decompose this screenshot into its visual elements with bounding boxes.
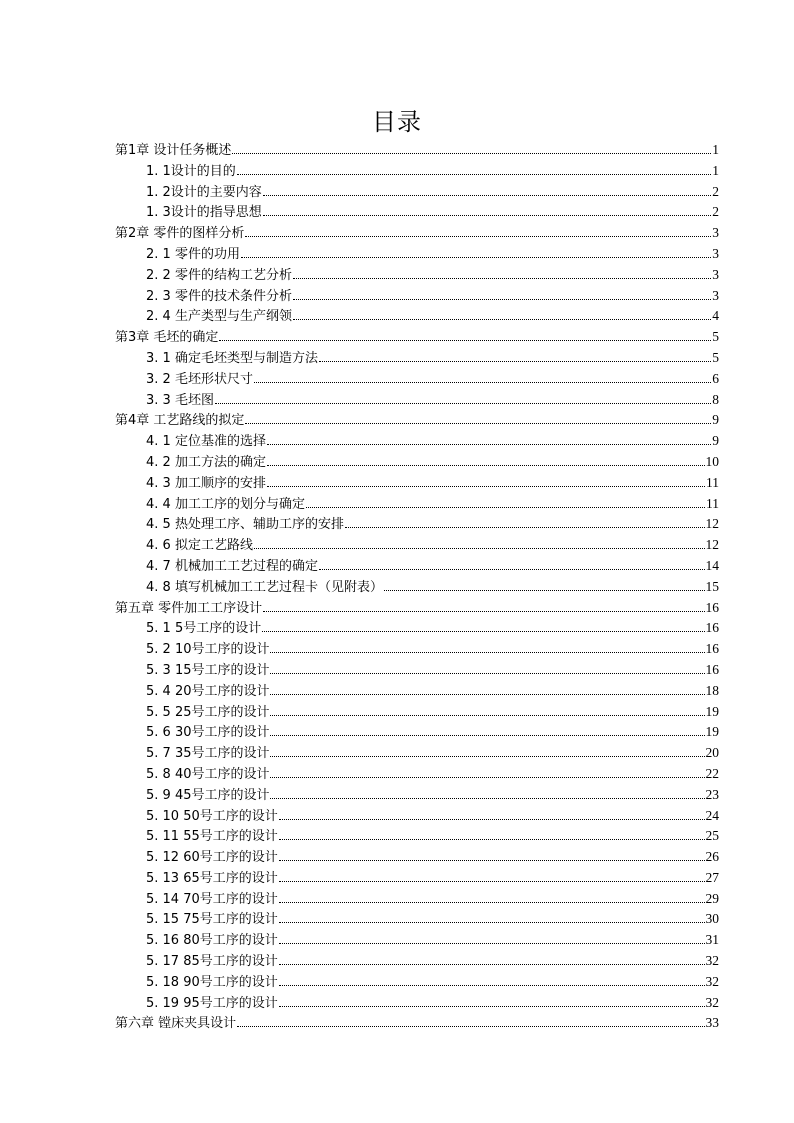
toc-entry-label: 4. 4 加工工序的划分与确定 (146, 496, 305, 512)
toc-chapter-entry[interactable] (115, 327, 719, 348)
toc-section-entry[interactable] (115, 660, 719, 681)
leader-dots (263, 214, 711, 216)
leader-dots (237, 1025, 704, 1027)
leader-dots (279, 921, 705, 923)
toc-page-number: 25 (705, 828, 719, 844)
toc-page-number: 11 (706, 474, 719, 490)
toc-section-entry[interactable] (115, 847, 719, 868)
toc-entry-label: 5. 3 15号工序的设计 (146, 662, 270, 678)
toc-chapter-entry[interactable] (115, 598, 719, 619)
toc-section-entry[interactable] (115, 618, 719, 639)
leader-dots (270, 651, 704, 653)
toc-entry-label: 1. 2设计的主要内容 (146, 184, 262, 200)
leader-dots (263, 610, 704, 612)
toc-page-number: 2 (712, 204, 719, 220)
toc-section-entry[interactable] (115, 722, 719, 743)
table-of-contents (115, 140, 719, 1034)
leader-dots (293, 318, 711, 320)
toc-section-entry[interactable] (115, 764, 719, 785)
leader-dots (245, 422, 711, 424)
toc-section-entry[interactable] (115, 702, 719, 723)
toc-page-number: 3 (712, 245, 719, 261)
leader-dots (279, 859, 705, 861)
leader-dots (306, 506, 705, 508)
leader-dots (270, 734, 704, 736)
leader-dots (345, 526, 705, 528)
toc-entry-label: 第4章 工艺路线的拟定 (115, 413, 245, 429)
toc-section-entry[interactable] (115, 826, 719, 847)
toc-section-entry[interactable] (115, 286, 719, 307)
toc-section-entry[interactable] (115, 785, 719, 806)
leader-dots (279, 838, 705, 840)
toc-section-entry[interactable] (115, 473, 719, 494)
toc-entry-label: 5. 14 70号工序的设计 (146, 891, 278, 907)
leader-dots (279, 818, 705, 820)
toc-section-entry[interactable] (115, 577, 719, 598)
toc-entry-label: 5. 16 80号工序的设计 (146, 933, 278, 949)
leader-dots (232, 152, 711, 154)
toc-section-entry[interactable] (115, 556, 719, 577)
toc-page-number: 32 (705, 953, 719, 969)
toc-entry-label: 4. 3 加工顺序的安排 (146, 475, 266, 491)
toc-entry-label: 2. 1 零件的功用 (146, 246, 240, 262)
leader-dots (267, 443, 711, 445)
toc-section-entry[interactable] (115, 806, 719, 827)
leader-dots (219, 339, 711, 341)
leader-dots (279, 1005, 705, 1007)
toc-section-entry[interactable] (115, 535, 719, 556)
toc-page-number: 27 (705, 869, 719, 885)
leader-dots (279, 984, 705, 986)
toc-entry-label: 5. 6 30号工序的设计 (146, 725, 270, 741)
toc-section-entry[interactable] (115, 202, 719, 223)
toc-entry-label: 4. 7 机械加工工艺过程的确定 (146, 558, 318, 574)
toc-entry-label: 4. 1 定位基准的选择 (146, 434, 266, 450)
leader-dots (270, 776, 704, 778)
toc-page-number: 6 (712, 370, 719, 386)
toc-page-number: 10 (705, 453, 719, 469)
leader-dots (270, 714, 704, 716)
toc-page-number: 9 (712, 412, 719, 428)
toc-page-number: 24 (705, 807, 719, 823)
leader-dots (245, 235, 711, 237)
toc-section-entry[interactable] (115, 494, 719, 515)
toc-page-number: 1 (712, 162, 719, 178)
toc-entry-label: 5. 13 65号工序的设计 (146, 870, 278, 886)
toc-entry-label: 4. 8 填写机械加工工艺过程卡（见附表） (146, 579, 383, 595)
toc-section-entry[interactable] (115, 182, 719, 203)
toc-page-number: 29 (705, 890, 719, 906)
toc-entry-label: 3. 2 毛坯形状尺寸 (146, 371, 253, 387)
toc-entry-label: 3. 3 毛坯图 (146, 392, 214, 408)
toc-page-number: 19 (705, 724, 719, 740)
toc-page-number: 12 (705, 516, 719, 532)
toc-section-entry[interactable] (115, 265, 719, 286)
toc-page-number: 5 (712, 329, 719, 345)
toc-entry-label: 2. 2 零件的结构工艺分析 (146, 267, 292, 283)
toc-section-entry[interactable] (115, 743, 719, 764)
toc-page-number: 3 (712, 225, 719, 241)
toc-page-number: 32 (705, 973, 719, 989)
toc-section-entry[interactable] (115, 909, 719, 930)
toc-section-entry[interactable] (115, 390, 719, 411)
toc-entry-label: 2. 3 零件的技术条件分析 (146, 288, 292, 304)
toc-page-number: 32 (705, 994, 719, 1010)
toc-entry-label: 第3章 毛坯的确定 (115, 330, 219, 346)
leader-dots (237, 173, 711, 175)
toc-section-entry[interactable] (115, 431, 719, 452)
toc-entry-label: 4. 6 拟定工艺路线 (146, 538, 253, 554)
toc-page-number: 3 (712, 287, 719, 303)
toc-entry-label: 5. 4 20号工序的设计 (146, 683, 270, 699)
toc-entry-label: 第六章 镗床夹具设计 (115, 1016, 237, 1032)
toc-entry-label: 5. 19 95号工序的设计 (146, 995, 278, 1011)
toc-page-number: 15 (705, 578, 719, 594)
leader-dots (215, 402, 711, 404)
leader-dots (270, 672, 704, 674)
toc-section-entry[interactable] (115, 930, 719, 951)
toc-section-entry[interactable] (115, 993, 719, 1014)
toc-entry-label: 1. 1设计的目的 (146, 163, 236, 179)
toc-entry-label: 5. 8 40号工序的设计 (146, 766, 270, 782)
toc-section-entry[interactable] (115, 452, 719, 473)
leader-dots (279, 901, 705, 903)
leader-dots (254, 547, 705, 549)
toc-section-entry[interactable] (115, 681, 719, 702)
toc-section-entry[interactable] (115, 868, 719, 889)
toc-entry-label: 5. 1 5号工序的设计 (146, 621, 262, 637)
toc-section-entry[interactable] (115, 889, 719, 910)
leader-dots (319, 568, 705, 570)
toc-entry-label: 5. 5 25号工序的设计 (146, 704, 270, 720)
toc-section-entry[interactable] (115, 369, 719, 390)
toc-chapter-entry[interactable] (115, 223, 719, 244)
toc-section-entry[interactable] (115, 639, 719, 660)
toc-page-number: 2 (712, 183, 719, 199)
toc-page-number: 11 (706, 495, 719, 511)
toc-section-entry[interactable] (115, 972, 719, 993)
toc-chapter-entry[interactable] (115, 140, 719, 161)
toc-entry-label: 5. 7 35号工序的设计 (146, 746, 270, 762)
toc-page-number: 16 (705, 661, 719, 677)
toc-page-number: 33 (705, 1015, 719, 1031)
leader-dots (267, 485, 705, 487)
toc-page-number: 16 (705, 620, 719, 636)
toc-entry-label: 5. 18 90号工序的设计 (146, 974, 278, 990)
toc-page-number: 1 (712, 142, 719, 157)
page-title: 目录 (372, 108, 422, 136)
toc-page-number: 16 (705, 641, 719, 657)
toc-page-number: 22 (705, 765, 719, 781)
leader-dots (384, 589, 705, 591)
leader-dots (293, 277, 711, 279)
leader-dots (267, 464, 705, 466)
toc-section-entry[interactable] (115, 951, 719, 972)
toc-section-entry[interactable] (115, 244, 719, 265)
leader-dots (254, 381, 711, 383)
toc-page-number: 3 (712, 266, 719, 282)
toc-chapter-entry[interactable] (115, 410, 719, 431)
toc-entry-label: 第五章 零件加工工序设计 (115, 600, 263, 616)
toc-page-number: 8 (712, 391, 719, 407)
toc-entry-label: 5. 10 50号工序的设计 (146, 808, 278, 824)
toc-page-number: 30 (705, 911, 719, 927)
toc-entry-label: 5. 15 75号工序的设计 (146, 912, 278, 928)
toc-entry-label: 5. 11 55号工序的设计 (146, 829, 278, 845)
leader-dots (263, 194, 711, 196)
toc-entry-label: 3. 1 确定毛坯类型与制造方法 (146, 350, 318, 366)
toc-entry-label: 4. 5 热处理工序、辅助工序的安排 (146, 517, 344, 533)
toc-entry-label: 2. 4 生产类型与生产纲领 (146, 309, 292, 325)
toc-entry-label: 4. 2 加工方法的确定 (146, 454, 266, 470)
leader-dots (279, 880, 705, 882)
leader-dots (279, 963, 705, 965)
toc-page-number: 9 (712, 433, 719, 449)
leader-dots (270, 797, 704, 799)
toc-page-number: 14 (705, 557, 719, 573)
toc-entry-label: 5. 12 60号工序的设计 (146, 850, 278, 866)
toc-entry-label: 第1章 设计任务概述 (115, 143, 232, 158)
toc-entry-label: 5. 9 45号工序的设计 (146, 787, 270, 803)
leader-dots (293, 298, 711, 300)
toc-chapter-entry[interactable] (115, 1013, 719, 1034)
toc-page-number: 4 (712, 308, 719, 324)
toc-section-entry[interactable] (115, 161, 719, 182)
leader-dots (241, 256, 711, 258)
toc-page-number: 19 (705, 703, 719, 719)
toc-entry-label: 第2章 零件的图样分析 (115, 226, 245, 242)
leader-dots (262, 630, 704, 632)
leader-dots (279, 942, 705, 944)
leader-dots (319, 360, 711, 362)
toc-entry-label: 5. 2 10号工序的设计 (146, 642, 270, 658)
leader-dots (270, 693, 704, 695)
toc-page-number: 16 (705, 599, 719, 615)
toc-section-entry[interactable] (115, 348, 719, 369)
toc-entry-label: 1. 3设计的指导思想 (146, 205, 262, 221)
leader-dots (270, 755, 704, 757)
toc-page-number: 23 (705, 786, 719, 802)
toc-page-number: 31 (705, 932, 719, 948)
toc-entry-label: 5. 17 85号工序的设计 (146, 954, 278, 970)
toc-page-number: 12 (705, 537, 719, 553)
toc-page-number: 20 (705, 745, 719, 761)
toc-page-number: 18 (705, 682, 719, 698)
toc-page-number: 5 (712, 349, 719, 365)
toc-page-number: 26 (705, 849, 719, 865)
toc-section-entry[interactable] (115, 514, 719, 535)
toc-section-entry[interactable] (115, 306, 719, 327)
